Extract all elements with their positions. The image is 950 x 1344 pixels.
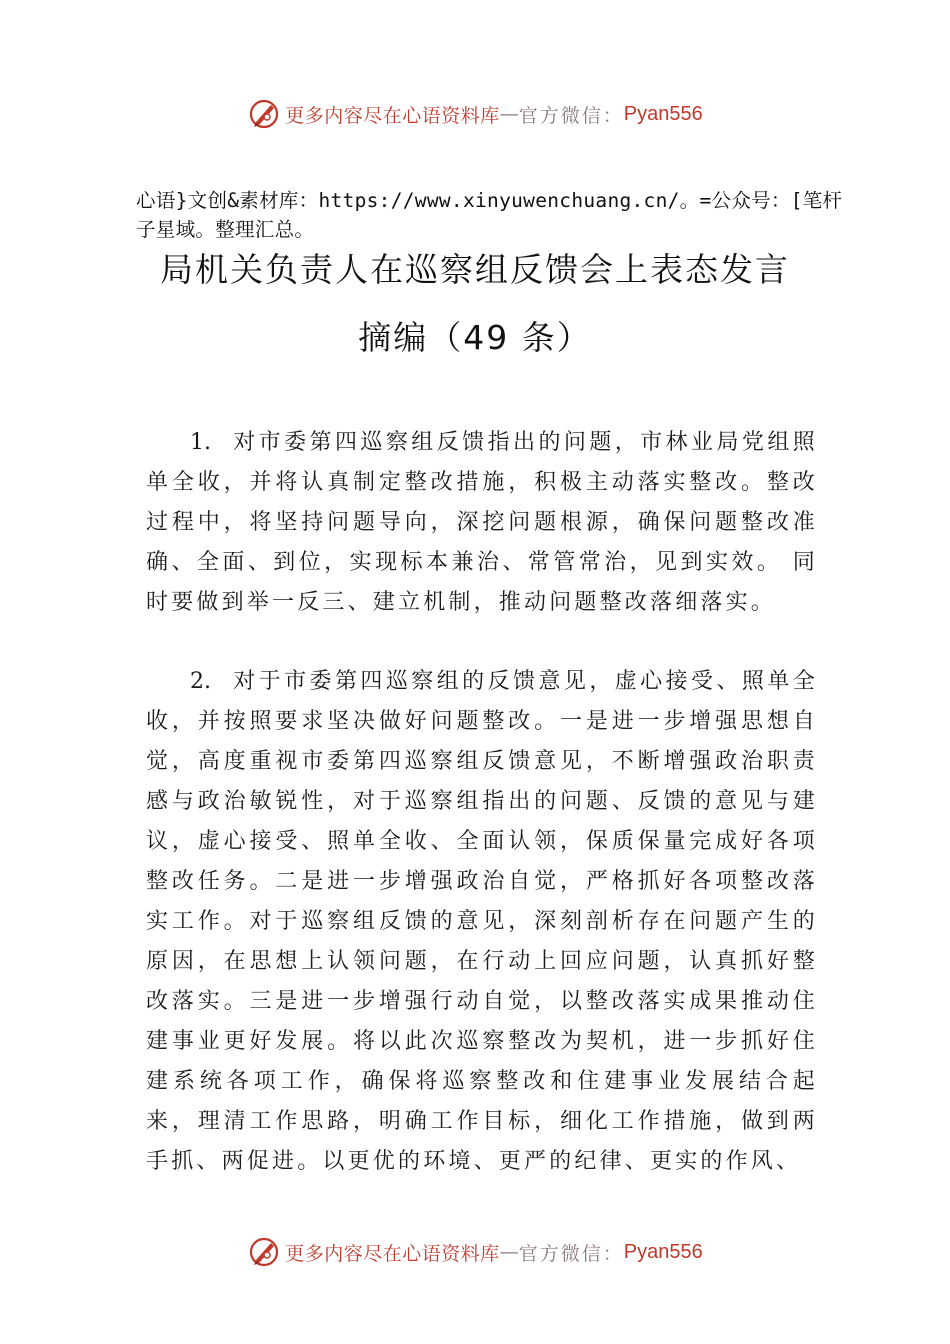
banner-wechat-id: Pyan556 bbox=[623, 102, 703, 125]
paragraph-number: 2. bbox=[190, 669, 211, 694]
banner-label: 官方微信： bbox=[518, 104, 624, 127]
paragraph-text: 对市委第四巡察组反馈指出的问题，市林业局党组照单全收，并将认真制定整改措施，积极主动落实整改。整改过程中，将坚持问题导向，深挖问题根源，确保问题整改准确、全面、到位，实现标本兼治、常管常治，见到实效。 同时要做到举一反三、建立机制，推动问题整改落细落实。 bbox=[146, 430, 818, 615]
paragraph-text: 对于市委第四巡察组的反馈意见，虚心接受、照单全收，并按照要求坚决做好问题整改。一是进一步增强思想自觉，高度重视市委第四巡察组反馈意见，不断增强政治职责感与政治敏锐性，对于巡察组指出的问题、反馈的意见与建议，虚心接受、照单全收、全面认领，保质保量完成好各项整改任务。二是进一步增强政治自觉，严格抓好各项整改落实工作。对于巡察组反馈的意见，深刻剖析存在问题产生的原因，在思想上认领问题，在行动上回应问题，认真抓好整改落实。三是进一步增强行动自觉，以整改落实成果推动住建事业更好发展。将以此次巡察整改为契机，进一步抓好住建系统各项工作，确保将巡察整改和住建事业发展结合起来，理清工作思路，明确工作目标，细化工作措施，做到两手抓、两促进。以更优的环境、更严的纪律、更实的作风、 bbox=[146, 669, 818, 1174]
paragraph-2 bbox=[146, 662, 818, 1182]
pen-logo-icon bbox=[247, 97, 281, 131]
document-title-line2: 摘编（49 条） bbox=[358, 318, 592, 357]
source-note: 心语}文创&素材库：https://www.xinyuwenchuang.cn/。=公众号：[笔杆子星域。整理汇总。 bbox=[136, 189, 843, 241]
paragraph-number: 1. bbox=[190, 430, 211, 455]
banner-wechat-id: Pyan556 bbox=[623, 1240, 703, 1263]
banner-label: 官方微信： bbox=[518, 1242, 624, 1265]
paragraph-1 bbox=[146, 423, 818, 623]
banner-separator: — bbox=[499, 103, 519, 125]
banner-text: 更多内容尽在心语资料库 bbox=[285, 1242, 500, 1265]
header-banner bbox=[0, 94, 950, 134]
document-title-line1: 局机关负责人在巡察组反馈会上表态发言 bbox=[160, 250, 790, 289]
pen-logo-icon bbox=[247, 1235, 281, 1269]
banner-separator: — bbox=[499, 1241, 519, 1263]
banner-text: 更多内容尽在心语资料库 bbox=[285, 104, 500, 127]
footer-banner bbox=[0, 1232, 950, 1272]
